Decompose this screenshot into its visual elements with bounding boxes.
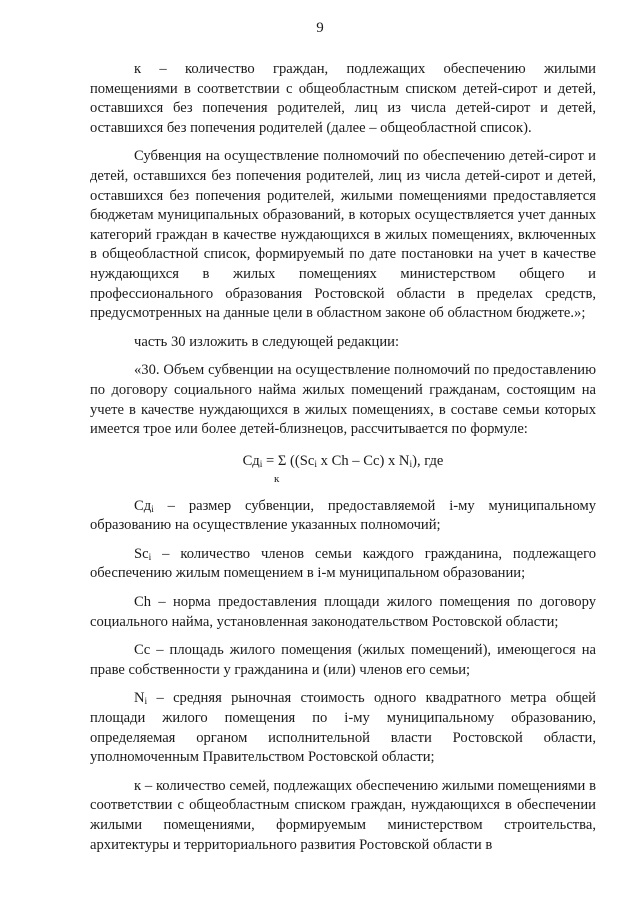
subvention-formula	[90, 448, 596, 488]
definition-symbol-sub: i	[151, 504, 154, 515]
definition-symbol-sub: i	[144, 697, 148, 708]
formula-rhs-post: ), где	[412, 452, 444, 469]
paragraph-part-30: «30. Объем субвенции на осуществление полномочий по предоставлению по договору социального найма жилых помещений гражданам, состоящим на учете в качестве нуждающихся в жилых помещениях, в составе семьи которых имеется трое или более детей-близнецов, рассчитывается по формуле:	[90, 362, 596, 438]
document-body	[90, 60, 596, 855]
definition-n	[90, 689, 596, 767]
definition-k	[90, 777, 596, 855]
definition-symbol: Cc	[134, 642, 151, 659]
definition-text: – норма предоставления площади жилого помещения по договору социального найма, установленная законодательством Ростовской области;	[90, 594, 596, 630]
definition-text: – площадь жилого помещения (жилых помещений), имеющегося на праве собственности у гражданина и (или) членов его семьи;	[90, 642, 596, 678]
formula-rhs-sub1: i	[314, 459, 318, 470]
formula-lhs: Сд	[242, 452, 260, 469]
formula-lhs-sub: i	[259, 459, 263, 470]
definition-symbol: Sc	[134, 545, 149, 562]
definition-symbol-sub: i	[148, 552, 152, 563]
formula-rhs-sub2: i	[409, 459, 413, 470]
page-number: 9	[316, 20, 324, 36]
definition-sc	[90, 545, 596, 584]
paragraph-subvention: Субвенция на осуществление полномочий по обеспечению детей-сирот и детей, оставшихся без попечения родителей, лиц из числа детей-сирот и детей, оставшихся без попечения родителей, жилыми помещениями предоставляется бюджетам муниципальных образований, в которых осуществляется учет данных категорий граждан в качестве нуждающихся в жилых помещениях, включенных в общеобластной список, формируемый по дате постановки на учет в качестве нуждающихся в жилых помещениях министерством общего и профессионального образования Ростовской области в пределах средств, предусмотренных на данные цели в областном законе об областном бюджете.»;	[90, 148, 596, 322]
formula-rhs-mid: x Ch – Cc) x N	[317, 452, 410, 469]
paragraph-part-30-intro: часть 30 изложить в следующей редакции:	[134, 333, 400, 350]
formula-rhs-pre: = Σ ((Sc	[262, 452, 315, 469]
definition-cc	[90, 641, 596, 680]
paragraph-k-citizens: к – количество граждан, подлежащих обеспечению жилыми помещениями в соответствии с общеобластным списком детей-сирот и детей, оставшихся без попечения родителей, лиц из числа детей-сирот и детей, оставшихся без попечения родителей (далее – общеобластной список).	[90, 61, 596, 136]
definition-text: – количество членов семьи каждого гражданина, подлежащего обеспечению жилым помещением в i-м муниципальном образовании;	[90, 545, 596, 582]
definition-symbol: к	[134, 777, 142, 794]
formula-expression	[90, 452, 596, 472]
definition-symbol: N	[134, 690, 145, 707]
definition-text: – размер субвенции, предоставляемой i-му муниципальному образованию на осуществление указанных полномочий;	[90, 497, 596, 534]
definition-ch	[90, 593, 596, 632]
definition-text: – количество семей, подлежащих обеспечению жилыми помещениями в соответствии с общеобластным списком граждан, нуждающихся в обеспечении жилыми помещениями, формируемым министерством строительства, архитектуры и территориального развития Ростовской области в	[90, 777, 596, 853]
definition-symbol: Ch	[134, 594, 152, 611]
definition-text: – средняя рыночная стоимость одного квадратного метра общей площади жилого помещения по i-му муниципальному образованию, определяемая органом исполнительной власти Ростовской области, уполномоченным Правительством Ростовской области;	[90, 690, 596, 766]
formula-sum-index: к	[274, 472, 280, 485]
definition-sd	[90, 497, 596, 536]
definition-symbol: Сд	[134, 497, 152, 514]
